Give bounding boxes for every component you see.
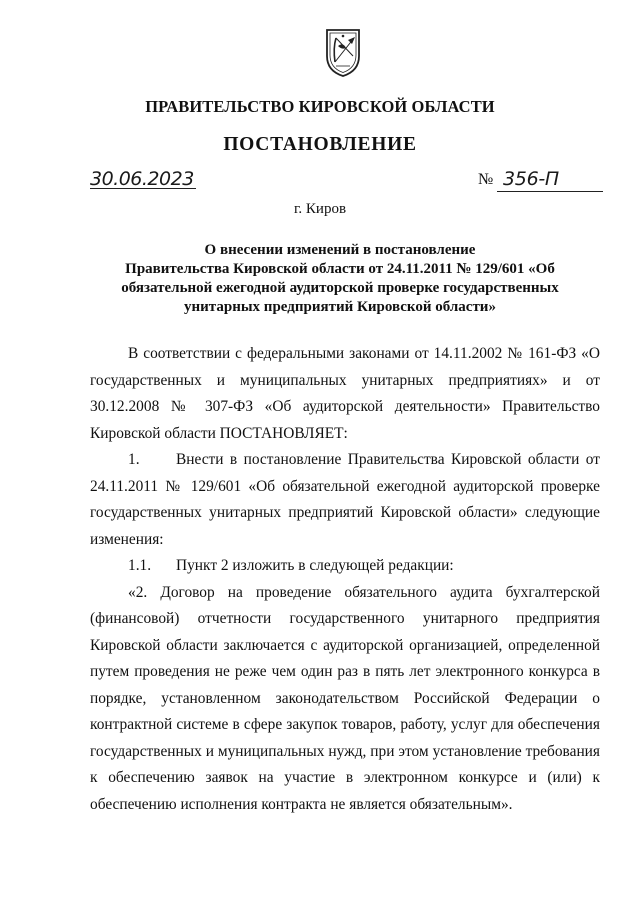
subject-line: унитарных предприятий Кировской области» — [184, 299, 496, 315]
document-date: 30.06.2023 — [90, 168, 194, 190]
item-1-1-number: 1.1. — [128, 557, 152, 574]
number-label: № — [478, 171, 494, 188]
city: г. Киров — [293, 201, 347, 217]
item-1-text: Внести в постановление Правительства Кировской области от 24.11.2011 № 129/601 «Об обязательной ежегодной аудиторской проверке государственных унитарных предприятий Кировской области» следующие изменения: — [90, 451, 600, 548]
preamble-paragraph: В соответствии с федеральными законами от 14.11.2002 № 161-ФЗ «О государственных и муниципальных унитарных предприятиях» и от 30.12.2008 № 307-ФЗ «Об аудиторской деятельности» Правительство Кировской области ПОСТАНОВЛЯЕТ: — [90, 345, 600, 442]
document-number: 356-П — [503, 168, 559, 190]
date-underline — [90, 188, 196, 189]
kirov-coat-of-arms-icon — [324, 26, 362, 78]
subject-line: обязательной ежегодной аудиторской проверке государственных — [121, 280, 559, 296]
number-underline — [497, 191, 603, 192]
government-title: ПРАВИТЕЛЬСТВО КИРОВСКОЙ ОБЛАСТИ — [145, 97, 495, 116]
item-1-paragraph — [90, 447, 600, 553]
document-type: ПОСТАНОВЛЕНИЕ — [223, 134, 417, 155]
quoted-paragraph: «2. Договор на проведение обязательного аудита бухгалтерской (финансовой) отчетности государственного унитарного предприятия Кировской области заключается с аудиторской организацией, определенной путем проведения не реже чем один раз в пять лет электронного конкурса в порядке, установленном законодательством Российской Федерации о контрактной системе в сфере закупок товаров, работу, услуг для обеспечения государственных и муниципальных нужд, при этом установление требования к обеспечению заявок на участие в электронном конкурсе и (или) к обеспечению исполнения контракта не является обязательным». — [90, 583, 600, 813]
item-1-number: 1. — [128, 451, 140, 468]
item-1-1-text: Пункт 2 изложить в следующей редакции: — [176, 557, 454, 574]
document-subject — [90, 241, 590, 317]
subject-line: О внесении изменений в постановление — [204, 242, 476, 258]
document-body — [90, 341, 600, 818]
subject-line: Правительства Кировской области от 24.11.2011 № 129/601 «Об — [125, 261, 555, 277]
item-1-1-paragraph — [90, 553, 600, 580]
